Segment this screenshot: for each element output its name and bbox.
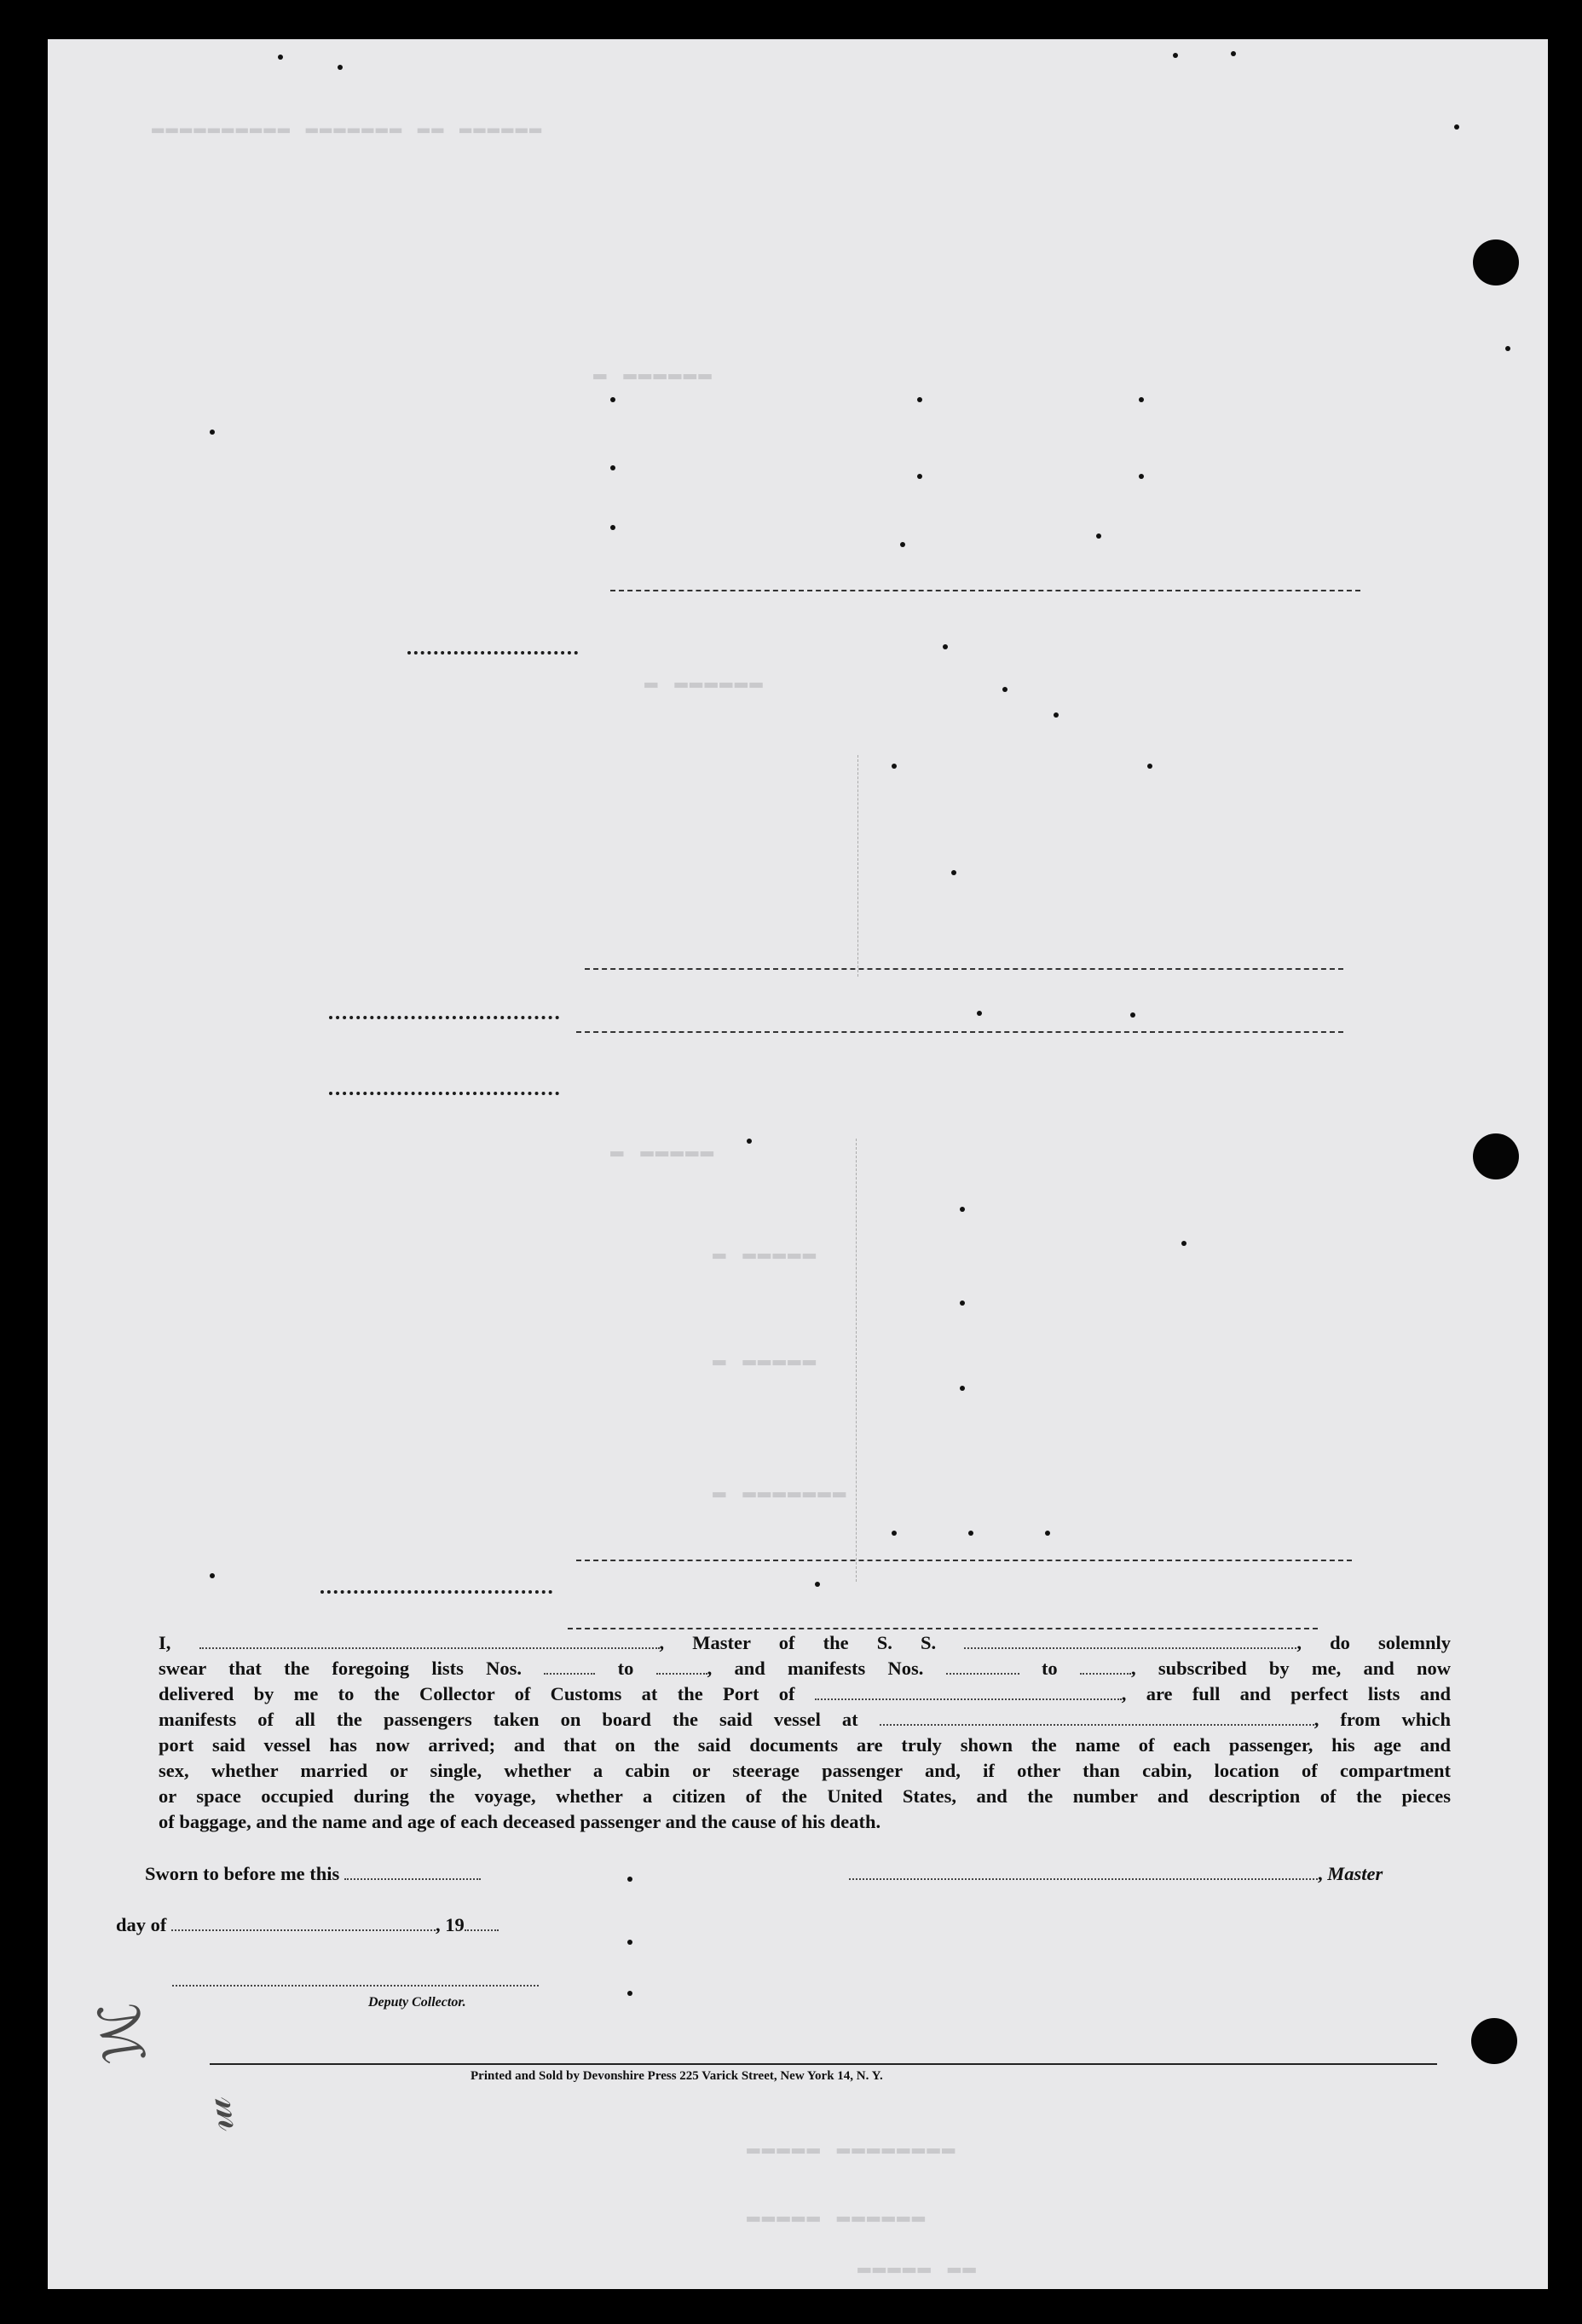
bleed-through-text: ▬▬▬▬▬ ▬▬▬▬▬▬▬▬ [747,2136,957,2161]
oath-to-2: to [1041,1658,1058,1679]
speck [1173,53,1178,58]
column-guide [856,1139,857,1582]
speck [610,465,615,470]
printer-imprint: Printed and Sold by Devonshire Press 225 Varick Street, New York 14, N. Y. [471,2069,883,2083]
speck [1505,346,1510,351]
departure-port-field[interactable] [880,1709,1314,1726]
lists-to-field[interactable] [656,1658,707,1675]
oath-line-8: of baggage, and the name and age of each deceased passenger and the cause of his death. [159,1811,881,1832]
speck [1130,1012,1135,1018]
deputy-signature-field[interactable] [172,1969,539,1987]
master-name-field[interactable] [199,1632,660,1649]
column-guide [857,755,858,977]
oath-line-6: sex, whether married or single, whether a cabin or steerage passenger and, if other than cabin, location of compartment [159,1760,1451,1781]
lists-from-field[interactable] [544,1658,595,1675]
sworn-day-field[interactable] [344,1863,481,1880]
speck [1139,474,1144,479]
speck [960,1386,965,1391]
speck [627,1940,632,1945]
sworn-line [145,1863,481,1885]
port-field[interactable] [815,1683,1122,1700]
speck [815,1582,820,1587]
speck [1054,712,1059,718]
dotted-leader [407,651,578,655]
speck [977,1011,982,1016]
speck [1181,1241,1186,1246]
footer-rule [210,2063,1437,2065]
speck [1454,124,1459,130]
oath-subscribed: , subscribed by me, and now [1130,1658,1452,1679]
speck [951,870,956,875]
bleed-through-text: ▬▬▬▬▬ ▬▬▬▬▬▬ [747,2204,927,2229]
oath-delivered: delivered by me to the Collector of Customs at the Port of [159,1683,795,1704]
row-separator [568,1628,1318,1629]
bleed-through-text: ▬ ▬▬▬▬▬▬▬ [713,1479,848,1505]
row-separator [585,968,1343,970]
oath-manifests-of: manifests of all the passengers taken on board the said vessel at [159,1709,858,1730]
oath-full-perfect: , are full and perfect lists and [1121,1683,1451,1704]
dotted-leader [320,1590,552,1594]
oath-line-3 [159,1681,1451,1707]
speck [1096,533,1101,539]
oath-swear: swear that the foregoing lists Nos. [159,1658,523,1679]
master-label: Master [1327,1863,1383,1884]
oath-line-7: or space occupied during the voyage, whether a citizen of the United States, and the number and description of the pieces [159,1785,1451,1807]
manifests-to-field[interactable] [1080,1658,1131,1675]
day-of-line [116,1914,499,1936]
bleed-through-header: ▬▬▬▬▬▬ ▬▬ ▬▬▬▬▬▬▬ ▬▬▬▬▬▬▬▬▬▬ [150,118,542,141]
speck [627,1877,632,1882]
oath-line-5: port said vessel has now arrived; and that on the said documents are truly shown the name of each passenger, his age and [159,1734,1451,1756]
speck [1147,764,1152,769]
speck [917,397,922,402]
vessel-name-field[interactable] [964,1632,1296,1649]
speck [943,644,948,649]
row-separator [576,1560,1352,1561]
speck [627,1991,632,1996]
dotted-leader [329,1016,559,1019]
oath-paragraph [159,1630,1451,1835]
speck [278,55,283,60]
oath-do-solemnly: , do solemnly [1296,1632,1451,1653]
sworn-label: Sworn to before me this [145,1863,340,1884]
handwritten-mark: 𝓂 [205,2093,257,2135]
day-of-label: day of [116,1914,167,1935]
speck [610,525,615,530]
year-field[interactable] [465,1914,499,1931]
speck [1002,687,1008,692]
speck [892,764,897,769]
bleed-through-text: ▬ ▬▬▬▬▬ [610,1139,716,1164]
oath-line-2 [159,1656,1451,1681]
row-separator [610,590,1360,591]
speck [210,1573,215,1578]
oath-from-which: , from which [1314,1709,1452,1730]
oath-to-1: to [617,1658,634,1679]
speck [960,1207,965,1212]
speck [338,65,343,70]
speck [610,397,615,402]
month-field[interactable] [171,1914,436,1931]
punch-hole [1473,239,1519,285]
speck [210,430,215,435]
speck [1139,397,1144,402]
master-signature-line: , Master [849,1863,1383,1885]
row-separator [576,1031,1343,1033]
oath-line-4 [159,1707,1451,1733]
oath-line-1 [159,1630,1451,1656]
manifest-sheet [48,39,1548,2289]
bleed-through-text: ▬ ▬▬▬▬▬▬ [593,361,713,387]
speck [747,1139,752,1144]
deputy-collector-block [172,1969,539,2010]
bleed-through-text: ▬▬▬▬▬ ▬▬ [857,2255,978,2281]
speck [1231,51,1236,56]
oath-and-manifests: , and manifests Nos. [707,1658,924,1679]
punch-hole [1473,1133,1519,1179]
bleed-through-text: ▬ ▬▬▬▬▬ [713,1347,818,1373]
master-signature-field[interactable] [849,1863,1318,1880]
bleed-through-text: ▬ ▬▬▬▬▬▬ [644,670,765,695]
oath-i: I, [159,1632,171,1653]
year-prefix: , 19 [436,1914,465,1935]
punch-hole [1471,2018,1517,2064]
oath-master-of: , Master of the S. S. [659,1632,937,1653]
dotted-leader [329,1092,559,1095]
speck [892,1531,897,1536]
speck [900,542,905,547]
speck [968,1531,973,1536]
bleed-through-text: ▬ ▬▬▬▬▬ [713,1241,818,1266]
manifests-from-field[interactable] [946,1658,1019,1675]
handwritten-initials: ℳ [83,1999,157,2068]
deputy-collector-label: Deputy Collector. [368,1995,466,2010]
speck [960,1300,965,1306]
speck [1045,1531,1050,1536]
speck [917,474,922,479]
